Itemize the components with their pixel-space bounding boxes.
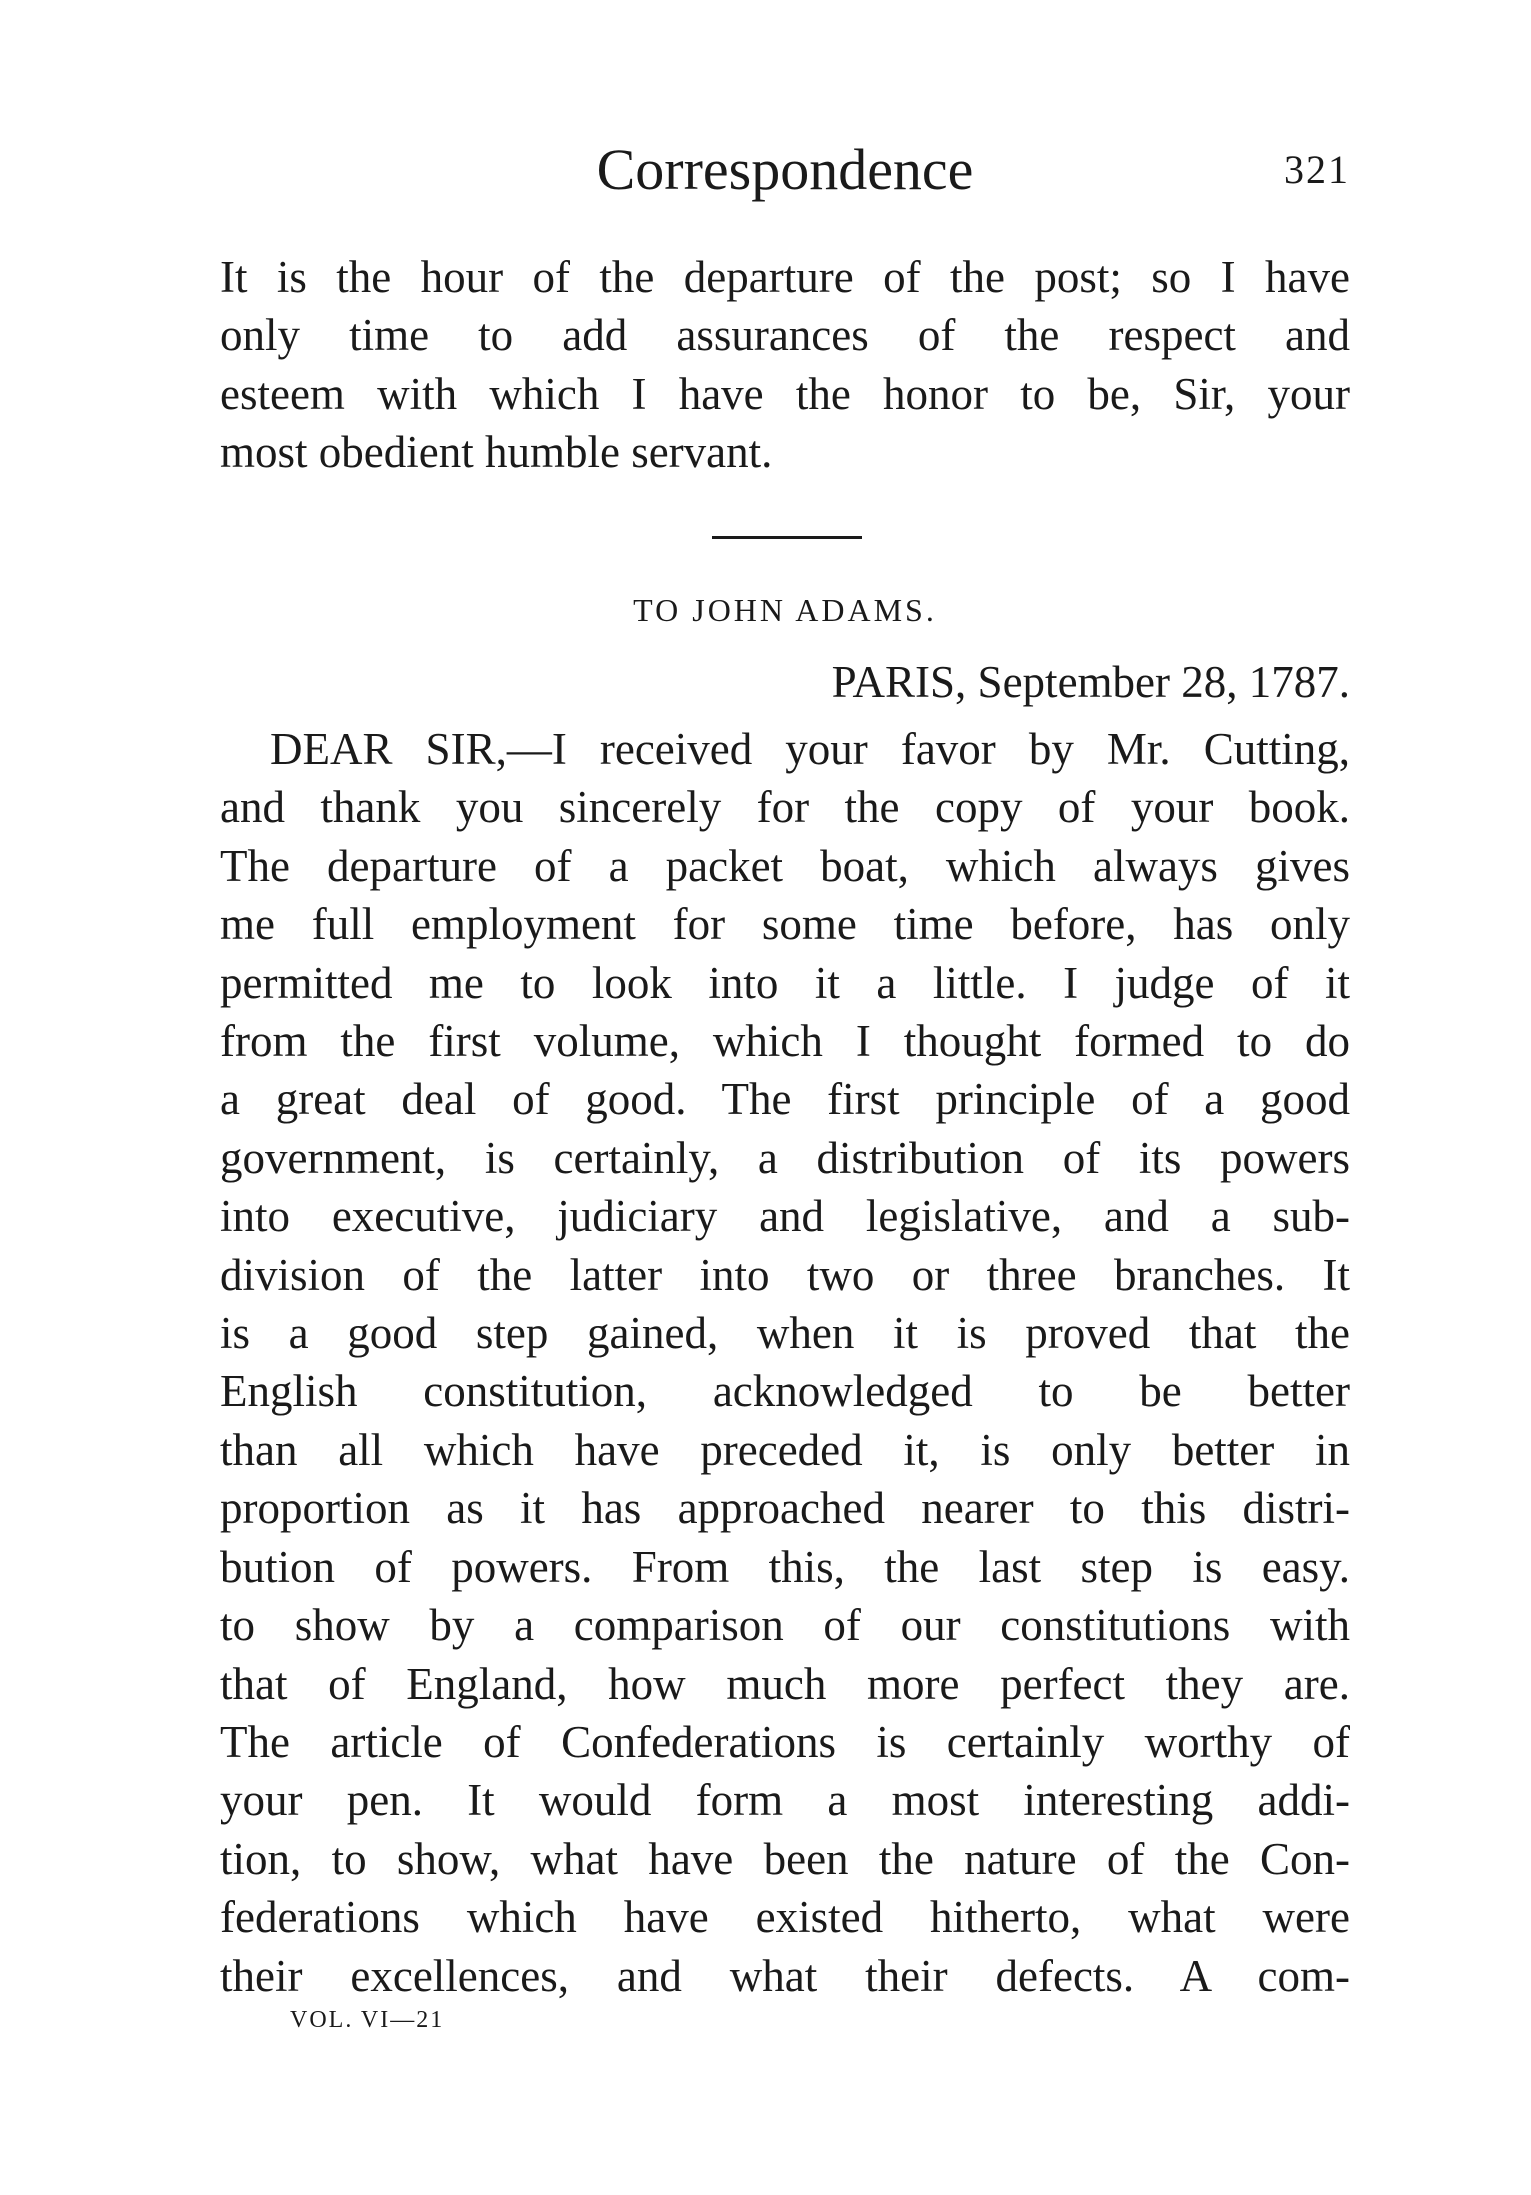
text-line: a great deal of good. The first principle of a good — [220, 1074, 1350, 1125]
letter-heading: TO JOHN ADAMS. — [633, 592, 937, 628]
text-line: than all which have preceded it, is only better in — [220, 1424, 1350, 1475]
text-line: tion, to show, what have been the nature of the Con- — [220, 1833, 1350, 1884]
text-line: bution of powers. From this, the last step is easy. — [220, 1541, 1350, 1592]
text-line: to show by a comparison of our constitutions with — [220, 1600, 1350, 1651]
signature-mark: VOL. VI—21 — [290, 2007, 445, 2033]
text-line: division of the latter into two or three branches. It — [220, 1249, 1350, 1300]
text-line: English constitution, acknowledged to be better — [220, 1366, 1350, 1417]
text-line: is a good step gained, when it is proved that the — [220, 1308, 1350, 1359]
text-line: esteem with which I have the honor to be, Sir, your — [220, 368, 1350, 419]
text-line: The article of Confederations is certainly worthy of — [220, 1716, 1350, 1767]
text-line: government, is certainly, a distribution of its powers — [220, 1132, 1350, 1183]
text-line: most obedient humble servant. — [220, 427, 773, 478]
text-line: proportion as it has approached nearer to this distri- — [220, 1483, 1350, 1534]
section-divider — [712, 536, 862, 539]
text-line: that of England, how much more perfect they are. — [220, 1658, 1350, 1709]
text-line: their excellences, and what their defects. A com- — [220, 1950, 1350, 2001]
text-line: and thank you sincerely for the copy of your book. — [220, 782, 1350, 833]
text-line-first — [220, 720, 1350, 778]
text-line: federations which have existed hitherto, what were — [220, 1892, 1350, 1943]
text-line: into executive, judiciary and legislative, and a sub- — [220, 1191, 1350, 1242]
text-line: The departure of a packet boat, which always gives — [220, 840, 1350, 891]
text-line: from the first volume, which I thought formed to do — [220, 1016, 1350, 1067]
text-line: permitted me to look into it a little. I judge of it — [220, 957, 1350, 1008]
intro-paragraph — [220, 248, 1350, 482]
letter-dateline: PARIS, September 28, 1787. — [831, 657, 1350, 707]
running-head — [220, 130, 1350, 210]
text-line: It is the hour of the departure of the post; so I have — [220, 252, 1350, 302]
running-title: Correspondence — [596, 137, 974, 202]
text-line: only time to add assurances of the respect and — [220, 310, 1350, 361]
text-line: me full employment for some time before, has only — [220, 899, 1350, 950]
first-line-text: —I received your favor by Mr. Cutting, — [506, 724, 1350, 774]
page-number: 321 — [1284, 147, 1350, 192]
text-line: your pen. It would form a most interesting addi- — [220, 1775, 1350, 1826]
salutation: DEAR SIR, — [270, 724, 507, 774]
letter-body — [220, 720, 1350, 2005]
